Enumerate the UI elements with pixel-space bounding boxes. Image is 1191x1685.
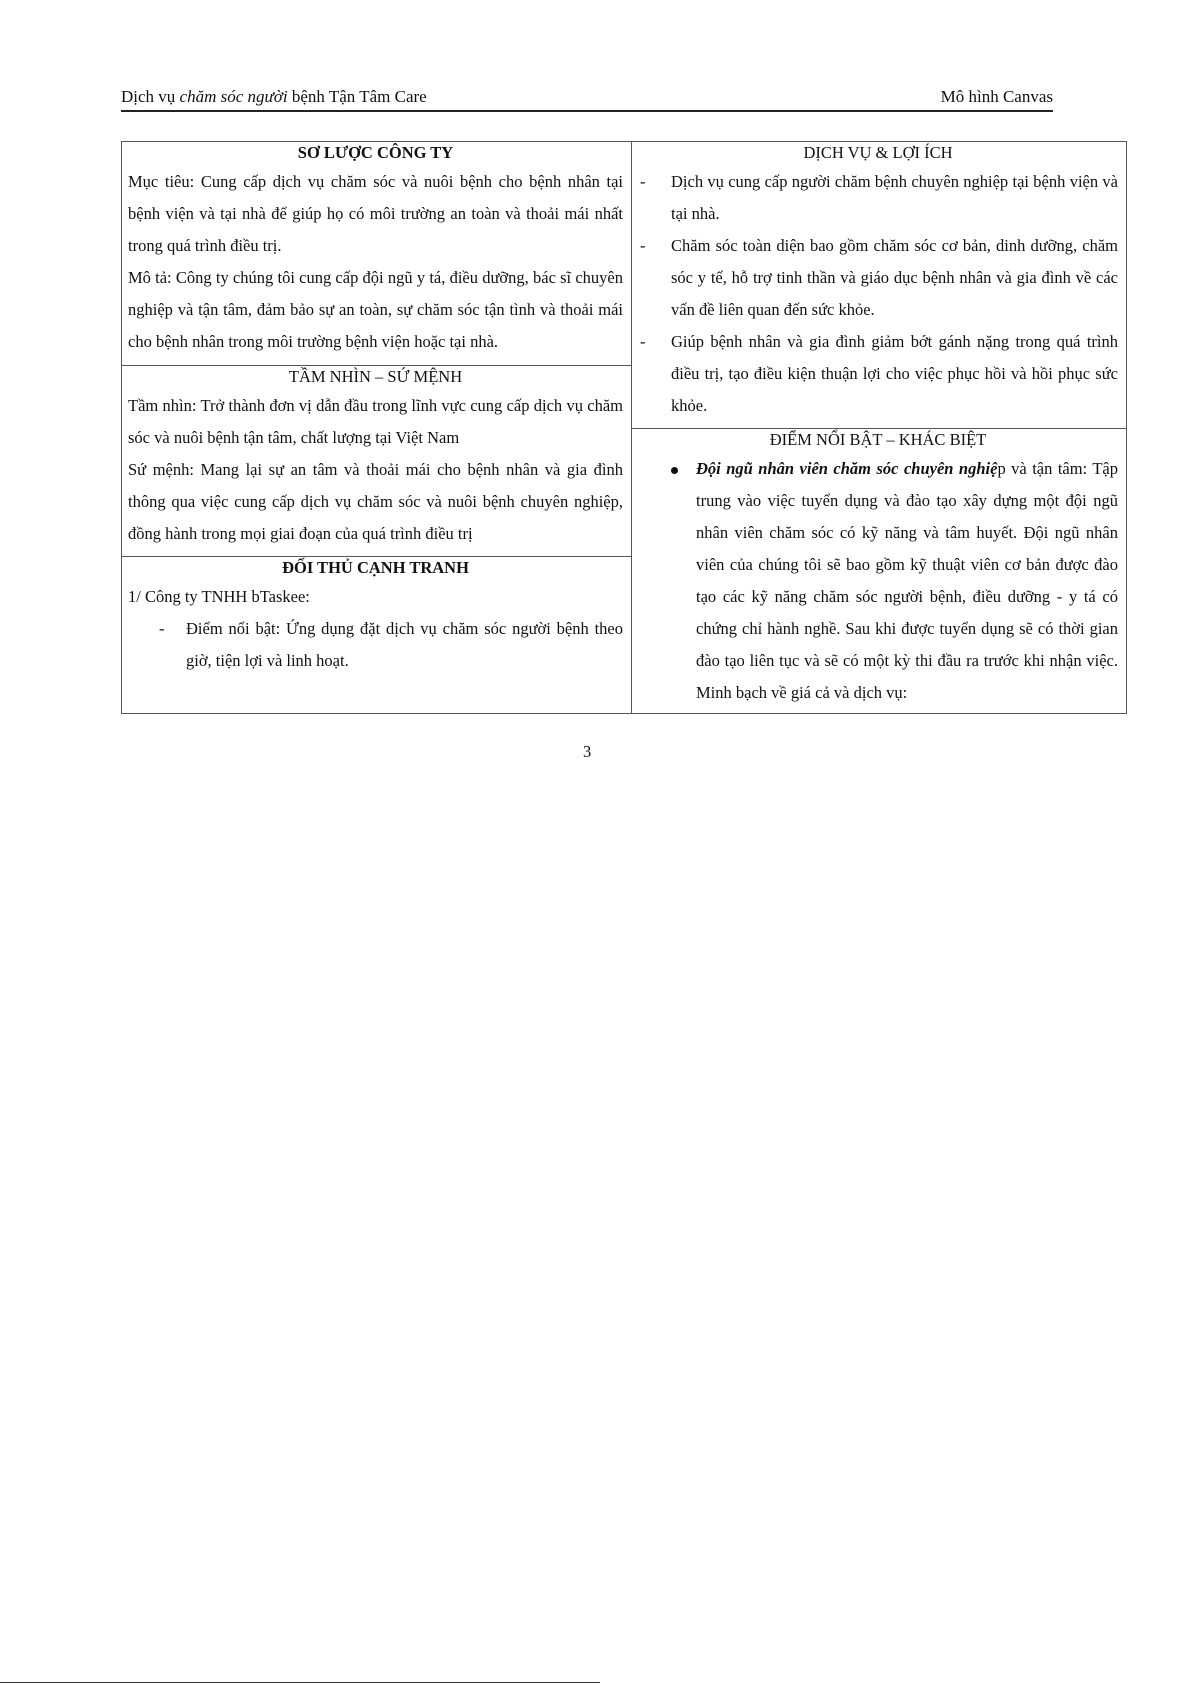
service-item-text: Giúp bệnh nhân và gia đình giảm bớt gánh nặng trong quá trình điều trị, tạo điều kiện thuận lợi cho việc phục hồi và hồi phục sức khỏe. xyxy=(671,332,1118,415)
service-item-text: Dịch vụ cung cấp người chăm bệnh chuyên nghiệp tại bệnh viện và tại nhà. xyxy=(671,172,1118,223)
vision-mission-cell xyxy=(122,366,631,557)
company-goal xyxy=(128,166,623,262)
competitor-highlight-item xyxy=(128,613,623,677)
dash-marker: - xyxy=(640,332,646,351)
canvas-left-column xyxy=(122,142,632,713)
vision-statement xyxy=(128,390,623,454)
company-description xyxy=(128,262,623,358)
highlights-cell xyxy=(632,429,1126,715)
service-item xyxy=(638,166,1118,230)
header-title-part2: bệnh Tận Tâm Care xyxy=(287,87,427,106)
section-title: Mô hình Canvas xyxy=(940,87,1053,106)
company-goal-label: Mục tiêu: xyxy=(128,172,195,191)
vision-mission-title: TẦM NHÌN – SỨ MỆNH xyxy=(288,367,463,386)
vision-text: Trở thành đơn vị dẫn đầu trong lĩnh vực cung cấp dịch vụ chăm sóc và nuôi bệnh tận tâm, chất lượng tại Việt Nam xyxy=(128,396,623,447)
page-header xyxy=(121,86,1053,112)
company-description-text: Công ty chúng tôi cung cấp đội ngũ y tá, điều dưỡng, bác sĩ chuyên nghiệp và tận tâm, đảm bảo sự an toàn, sự chăm sóc tận tình và thoải mái cho bệnh nhân trong môi trường bệnh viện hoặc tại nhà. xyxy=(128,268,624,351)
highlights-title: ĐIỂM NỔI BẬT – KHÁC BIỆT xyxy=(769,430,987,449)
document-title xyxy=(121,87,427,107)
header-title-part1: Dịch vụ xyxy=(121,87,180,106)
mission-label: Sứ mệnh: xyxy=(128,460,194,479)
mission-statement xyxy=(128,454,623,550)
mission-text: Mang lại sự an tâm và thoải mái cho bệnh nhân và gia đình thông qua việc cung cấp dịch vụ chăm sóc và nuôi bệnh chuyên nghiệp, đồng hành trong mọi giai đoạn của quá trình điều trị xyxy=(128,460,623,543)
page-number: 3 xyxy=(583,742,592,761)
header-title-italic: chăm sóc người xyxy=(179,87,288,106)
competitors-cell xyxy=(122,557,631,715)
bullet-icon xyxy=(671,467,678,474)
vision-label: Tầm nhìn: xyxy=(128,396,197,415)
company-description-label: Mô tả: xyxy=(128,268,172,287)
highlight-item xyxy=(638,453,1118,709)
service-item-text: Chăm sóc toàn diện bao gồm chăm sóc cơ bản, dinh dưỡng, chăm sóc y tế, hỗ trợ tinh thần và giáo dục bệnh nhân và gia đình về các vấn đề liên quan đến sức khỏe. xyxy=(671,236,1118,319)
dash-marker: - xyxy=(159,619,165,638)
canvas-table xyxy=(121,141,1127,714)
competitors-title: ĐỐI THỦ CẠNH TRANH xyxy=(282,558,469,577)
services-benefits-cell xyxy=(632,142,1126,429)
competitor-item: 1/ Công ty TNHH bTaskee: xyxy=(128,587,310,606)
services-benefits-title: DỊCH VỤ & LỢI ÍCH xyxy=(803,143,953,162)
company-overview-title: SƠ LƯỢC CÔNG TY xyxy=(297,143,454,162)
company-goal-text: Cung cấp dịch vụ chăm sóc và nuôi bệnh cho bệnh nhân tại bệnh viện và tại nhà để giúp họ có môi trường an toàn và thoải mái nhất trong quá trình điều trị. xyxy=(128,172,623,255)
dash-marker: - xyxy=(640,236,646,255)
footnote-divider xyxy=(0,1682,600,1683)
service-item xyxy=(638,326,1118,422)
company-overview-cell xyxy=(122,142,631,366)
competitor-highlight-text: Điểm nổi bật: Ứng dụng đặt dịch vụ chăm sóc người bệnh theo giờ, tiện lợi và linh hoạt. xyxy=(186,619,623,670)
dash-marker: - xyxy=(640,172,646,191)
highlight-item-text: p và tận tâm: Tập trung vào việc tuyển dụng và đào tạo xây dựng một đội ngũ nhân viên chăm sóc có kỹ năng và tâm huyết. Đội ngũ nhân viên của chúng tôi sẽ bao gồm kỹ thuật viên cơ bản được đào tạo các kỹ năng chăm sóc người bệnh, điều dưỡng - y tá có chứng chỉ hành nghề. Sau khi được tuyển dụng sẽ có thời gian đào tạo liên tục và sẽ có một kỳ thi đầu ra trước khi nhận việc. Minh bạch về giá cả và dịch vụ: xyxy=(696,459,1118,702)
highlight-item-heading: Đội ngũ nhân viên chăm sóc chuyên nghiệ xyxy=(696,459,998,478)
canvas-right-column xyxy=(632,142,1126,713)
service-item xyxy=(638,230,1118,326)
